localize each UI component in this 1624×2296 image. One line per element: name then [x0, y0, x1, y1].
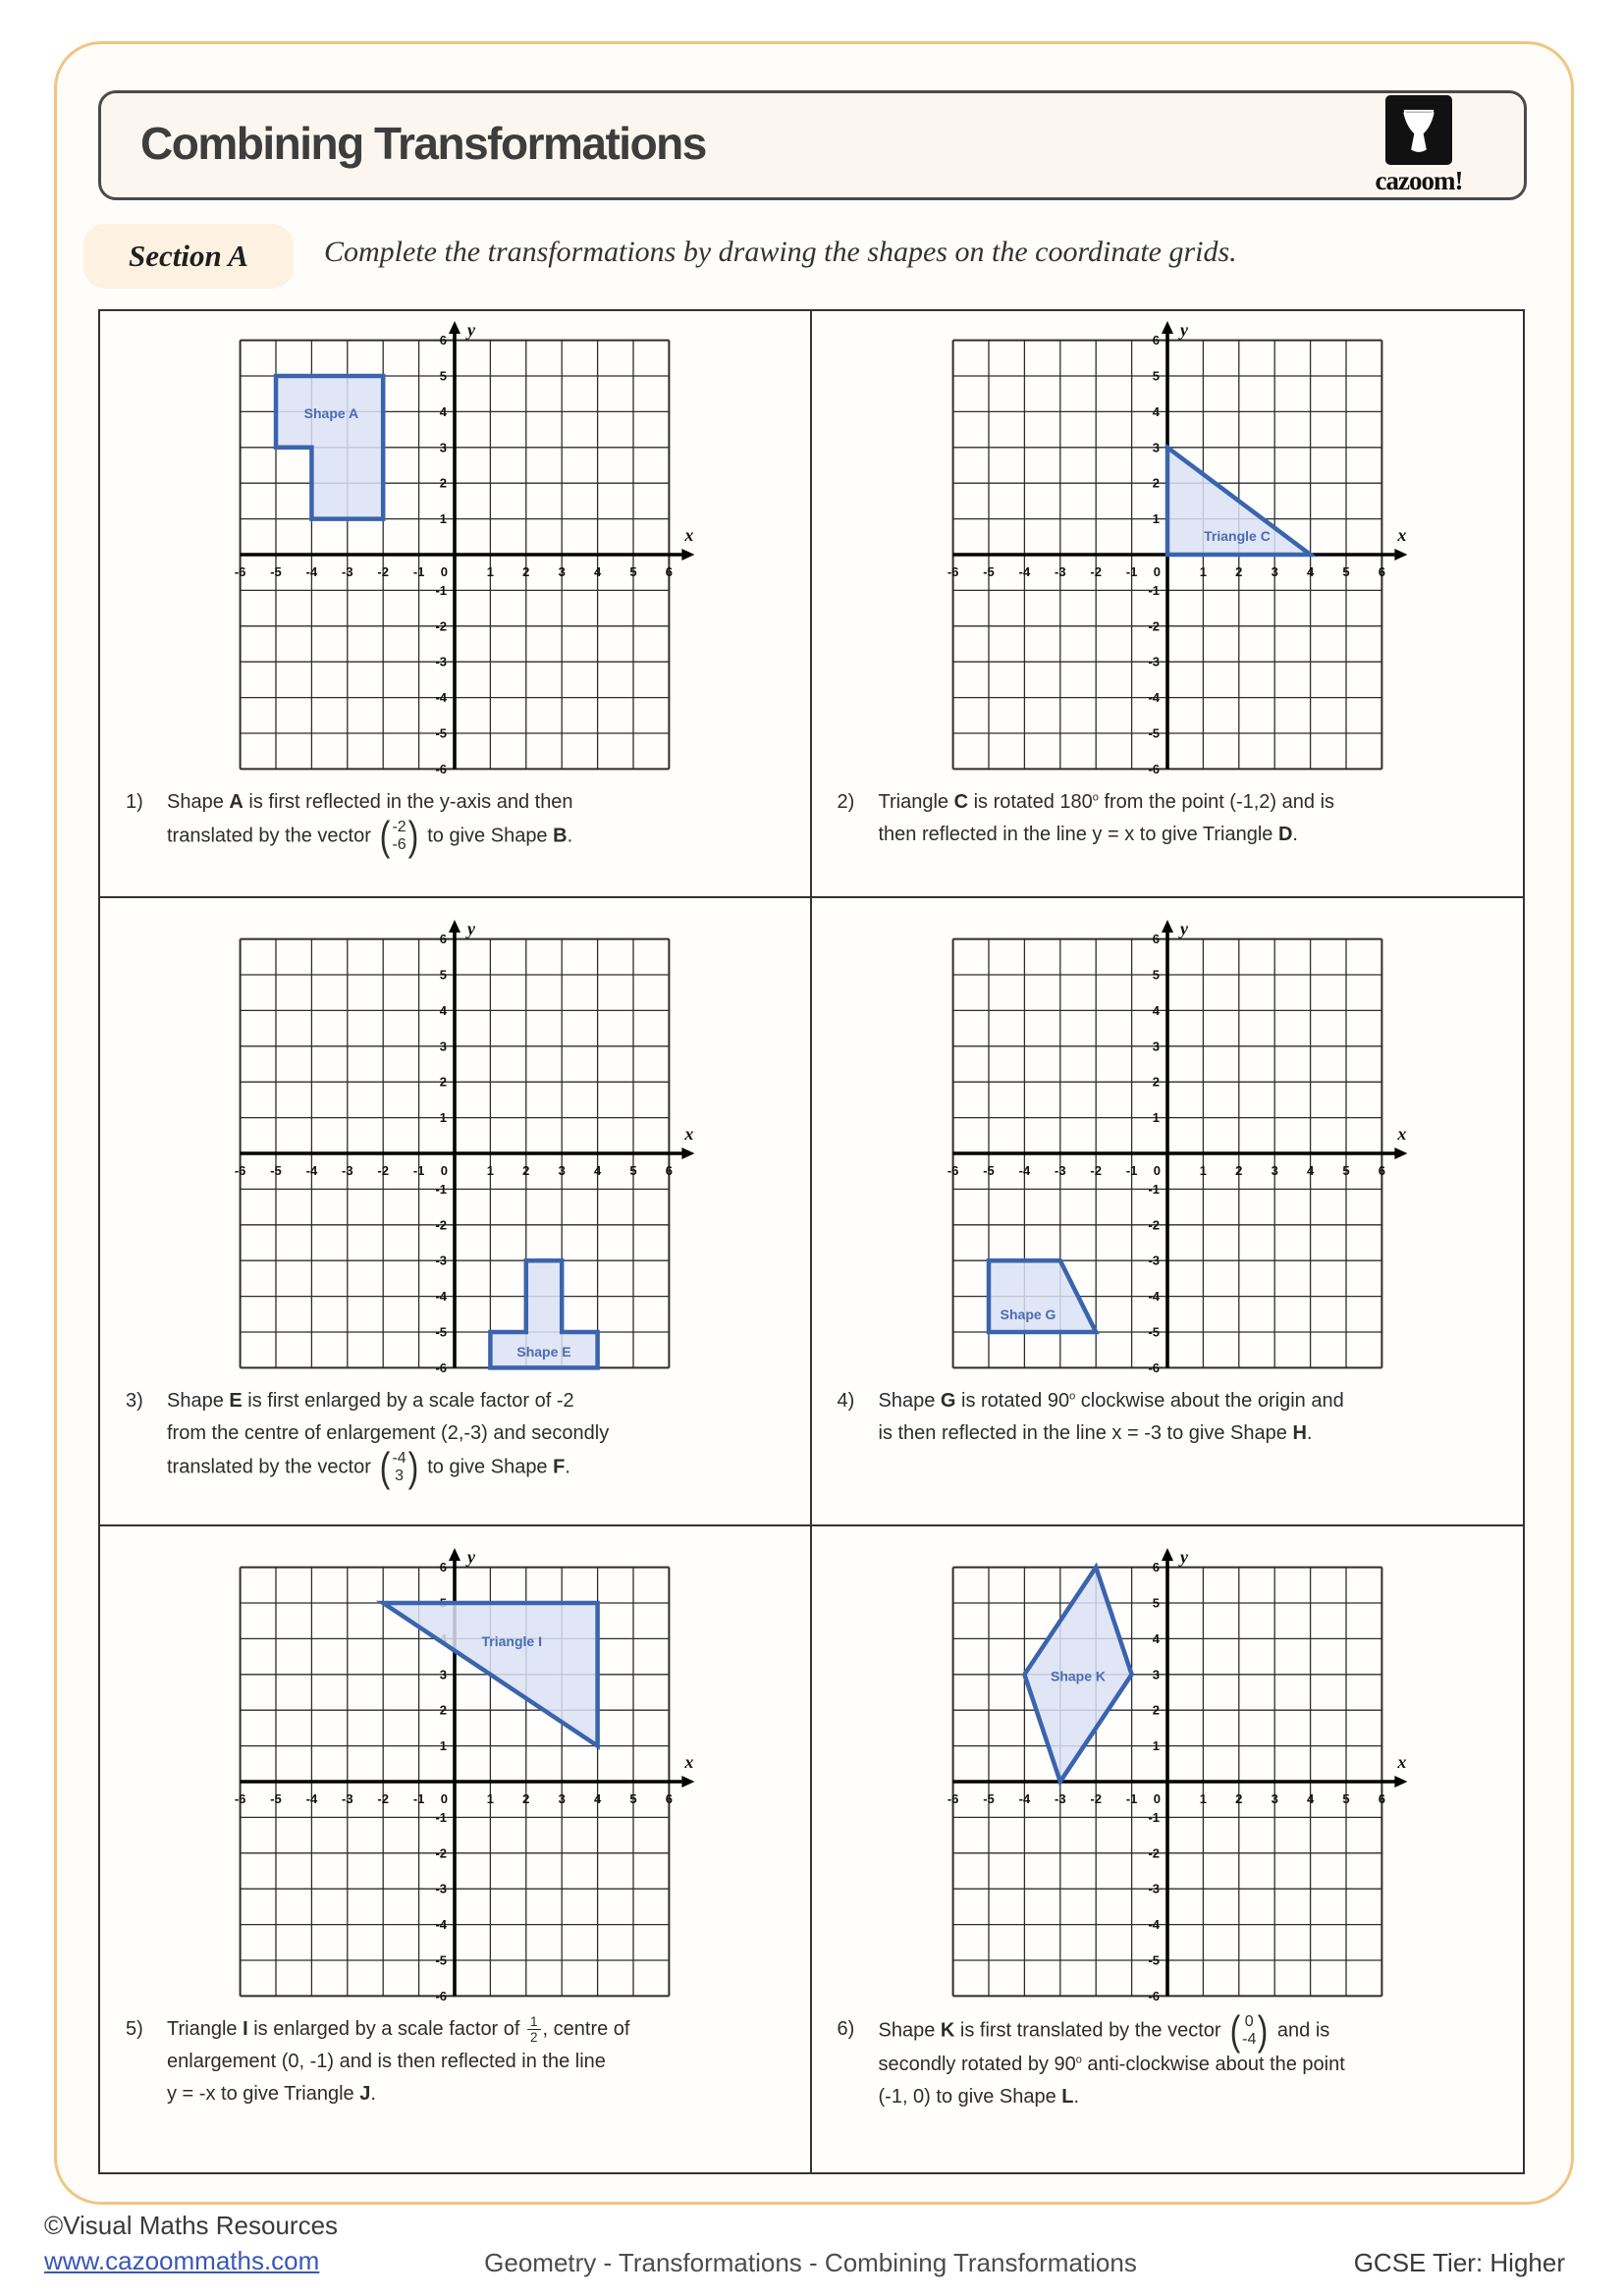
- svg-text:1: 1: [1199, 1791, 1207, 1806]
- svg-text:0: 0: [1153, 1163, 1161, 1178]
- svg-text:1: 1: [440, 511, 448, 527]
- svg-text:-2: -2: [377, 564, 390, 579]
- svg-text:Shape G: Shape G: [1000, 1306, 1056, 1322]
- svg-text:3: 3: [558, 1791, 567, 1806]
- svg-text:0: 0: [1153, 564, 1161, 579]
- svg-text:-3: -3: [435, 1253, 448, 1268]
- svg-text:-2: -2: [1148, 1217, 1160, 1233]
- question-number: 6): [837, 2018, 855, 2040]
- section-label-chip: [83, 224, 294, 289]
- svg-text:-5: -5: [982, 1163, 995, 1178]
- svg-text:3: 3: [1152, 1667, 1160, 1682]
- coordinate-grid-5: [100, 1546, 810, 2007]
- svg-text:-5: -5: [1148, 725, 1160, 741]
- svg-text:-4: -4: [1018, 1163, 1030, 1178]
- svg-text:-1: -1: [1125, 1163, 1138, 1178]
- footer-tier: GCSE Tier: Higher: [1353, 2248, 1565, 2277]
- svg-text:5: 5: [440, 967, 448, 983]
- coordinate-grid-6: [812, 1546, 1524, 2007]
- svg-text:4: 4: [1306, 1791, 1314, 1806]
- svg-text:4: 4: [1306, 564, 1314, 579]
- svg-text:y: y: [1179, 919, 1188, 938]
- svg-text:1: 1: [1199, 1163, 1207, 1178]
- svg-text:-6: -6: [947, 564, 959, 579]
- svg-text:-4: -4: [305, 564, 318, 579]
- svg-text:2: 2: [440, 1074, 448, 1090]
- coordinate-grid-4: [812, 918, 1524, 1379]
- problem-cell: [100, 1526, 812, 2172]
- svg-text:1: 1: [1199, 564, 1207, 579]
- svg-text:-2: -2: [377, 1163, 390, 1178]
- svg-text:0: 0: [1153, 1791, 1161, 1806]
- section-label: Section A: [128, 239, 248, 273]
- question-text: Triangle C is rotated 180$^o$ from the point (-1,2) and is then reflected in the line y = x to give Triangle D.: [878, 791, 1335, 845]
- svg-text:-6: -6: [235, 1791, 246, 1806]
- svg-text:-3: -3: [1054, 1163, 1066, 1178]
- svg-text:0: 0: [441, 1791, 449, 1806]
- svg-text:-6: -6: [1148, 1360, 1160, 1375]
- svg-text:-5: -5: [435, 1324, 448, 1340]
- svg-text:2: 2: [1234, 1791, 1243, 1806]
- svg-text:x: x: [684, 1124, 694, 1144]
- svg-text:-1: -1: [1125, 1791, 1138, 1806]
- svg-text:3: 3: [1152, 1039, 1160, 1054]
- svg-text:-1: -1: [435, 1181, 448, 1197]
- question-number: 2): [837, 791, 855, 813]
- svg-text:4: 4: [594, 564, 602, 579]
- svg-text:-2: -2: [1148, 1845, 1160, 1861]
- svg-text:-1: -1: [1125, 564, 1138, 579]
- svg-text:2: 2: [522, 1791, 530, 1806]
- svg-text:-2: -2: [1090, 1163, 1102, 1178]
- question-number: 1): [126, 791, 143, 813]
- svg-text:6: 6: [666, 564, 674, 579]
- coordinate-grid-1: [100, 319, 810, 780]
- svg-text:2: 2: [522, 564, 530, 579]
- svg-text:-6: -6: [947, 1163, 959, 1178]
- problem-cell: [812, 898, 1524, 1526]
- svg-text:-1: -1: [413, 1791, 425, 1806]
- svg-text:-2: -2: [435, 618, 448, 634]
- svg-text:1: 1: [440, 1110, 448, 1126]
- cazoom-logo: [1365, 93, 1473, 196]
- svg-text:2: 2: [1234, 1163, 1243, 1178]
- svg-text:-3: -3: [435, 654, 448, 669]
- svg-text:-5: -5: [270, 564, 283, 579]
- svg-text:-6: -6: [947, 1791, 959, 1806]
- svg-text:4: 4: [1306, 1163, 1314, 1178]
- svg-text:5: 5: [1342, 1163, 1350, 1178]
- svg-text:3: 3: [1271, 1163, 1278, 1178]
- svg-text:3: 3: [440, 440, 448, 455]
- question-number: 5): [126, 2018, 143, 2040]
- svg-text:6: 6: [1152, 1560, 1160, 1575]
- svg-text:-3: -3: [1148, 654, 1160, 669]
- svg-text:5: 5: [629, 1791, 637, 1806]
- svg-text:Shape A: Shape A: [303, 405, 359, 422]
- svg-text:-1: -1: [1148, 582, 1160, 598]
- svg-text:-6: -6: [435, 1988, 448, 2003]
- svg-text:-6: -6: [1148, 761, 1160, 776]
- svg-text:4: 4: [440, 403, 448, 419]
- svg-text:-5: -5: [1148, 1324, 1160, 1340]
- problem-cell: [812, 1526, 1524, 2172]
- svg-text:-4: -4: [1148, 690, 1160, 706]
- svg-text:1: 1: [487, 1163, 495, 1178]
- logo-wordmark: cazoom!: [1375, 166, 1463, 195]
- svg-text:-3: -3: [342, 1791, 353, 1806]
- question-text: Triangle I is enlarged by a scale factor of $\frac{1}{2}$ , centre of enlargement (0, -1) and is then reflected in the line y = -x to give Triangle J.: [167, 2013, 630, 2105]
- svg-text:-2: -2: [1090, 564, 1102, 579]
- title-box: [98, 90, 1527, 200]
- svg-text:2: 2: [440, 1702, 448, 1718]
- svg-text:4: 4: [594, 1791, 602, 1806]
- svg-text:y: y: [1179, 1547, 1188, 1567]
- svg-text:x: x: [1397, 1752, 1407, 1772]
- svg-text:6: 6: [440, 333, 448, 348]
- svg-text:-6: -6: [435, 761, 448, 776]
- svg-text:6: 6: [1152, 932, 1160, 947]
- svg-text:-3: -3: [342, 564, 353, 579]
- svg-text:-5: -5: [982, 564, 995, 579]
- svg-text:4: 4: [1152, 1630, 1160, 1646]
- svg-text:6: 6: [1152, 333, 1160, 348]
- question-2: [812, 780, 1524, 851]
- svg-text:y: y: [467, 1547, 476, 1567]
- footer-url-link[interactable]: www.cazoommaths.com: [44, 2246, 320, 2275]
- svg-text:-3: -3: [435, 1881, 448, 1896]
- svg-text:y: y: [467, 919, 476, 938]
- svg-text:-6: -6: [235, 1163, 246, 1178]
- question-text: Shape K is first translated by the vector ( 0 -4 ) and is secondly rotated by 90$^o$ anti-clockwise about the point (-1, 0) to give Shape L.: [878, 2007, 1345, 2108]
- svg-text:-3: -3: [1054, 1791, 1066, 1806]
- svg-text:-1: -1: [413, 1163, 425, 1178]
- svg-text:4: 4: [1152, 1002, 1160, 1018]
- svg-text:-5: -5: [982, 1791, 995, 1806]
- svg-text:1: 1: [440, 1738, 448, 1754]
- page-title: Combining Transformations: [140, 118, 706, 169]
- svg-text:3: 3: [1152, 440, 1160, 455]
- drum-icon: [1385, 95, 1452, 165]
- coordinate-grid-3: [100, 918, 810, 1379]
- svg-text:2: 2: [522, 1163, 530, 1178]
- svg-text:3: 3: [440, 1667, 448, 1682]
- svg-text:-3: -3: [1148, 1253, 1160, 1268]
- svg-text:-6: -6: [235, 564, 246, 579]
- svg-text:2: 2: [1152, 1702, 1160, 1718]
- svg-text:-4: -4: [435, 1917, 448, 1933]
- svg-text:4: 4: [440, 1002, 448, 1018]
- footer-breadcrumb: Geometry - Transformations - Combining Transformations: [484, 2248, 1137, 2277]
- svg-text:2: 2: [1152, 475, 1160, 491]
- svg-text:-1: -1: [435, 1809, 448, 1825]
- svg-text:4: 4: [1152, 403, 1160, 419]
- question-3: [100, 1379, 810, 1490]
- svg-text:1: 1: [1152, 1110, 1160, 1126]
- svg-text:-4: -4: [305, 1163, 318, 1178]
- problems-table: [98, 309, 1525, 2174]
- svg-text:1: 1: [487, 564, 495, 579]
- svg-text:5: 5: [1342, 564, 1350, 579]
- svg-text:4: 4: [594, 1163, 602, 1178]
- svg-text:-4: -4: [1148, 1917, 1160, 1933]
- svg-text:5: 5: [629, 1163, 637, 1178]
- svg-text:Triangle C: Triangle C: [1203, 528, 1271, 545]
- svg-text:6: 6: [666, 1163, 674, 1178]
- svg-text:-6: -6: [435, 1360, 448, 1375]
- svg-text:-3: -3: [1054, 564, 1066, 579]
- svg-text:-5: -5: [1148, 1952, 1160, 1968]
- svg-text:Shape K: Shape K: [1050, 1668, 1106, 1684]
- svg-text:-1: -1: [435, 582, 448, 598]
- svg-text:5: 5: [1152, 1595, 1160, 1611]
- svg-text:6: 6: [440, 932, 448, 947]
- svg-text:x: x: [684, 525, 694, 545]
- problem-cell: [100, 311, 812, 898]
- question-1: [100, 780, 810, 859]
- svg-text:3: 3: [440, 1039, 448, 1054]
- question-text: Shape A is first reflected in the y-axis and then translated by the vector ( -2 -6 ) to give Shape B.: [167, 791, 573, 859]
- svg-text:3: 3: [558, 564, 567, 579]
- svg-text:5: 5: [1152, 967, 1160, 983]
- question-text: Shape G is rotated 90$^o$ clockwise about the origin and is then reflected in the line x = -3 to give Shape H.: [878, 1390, 1344, 1444]
- svg-text:-6: -6: [1148, 1988, 1160, 2003]
- svg-text:-5: -5: [435, 1952, 448, 1968]
- svg-text:-5: -5: [270, 1163, 283, 1178]
- svg-text:-2: -2: [1090, 1791, 1102, 1806]
- svg-text:-5: -5: [435, 725, 448, 741]
- svg-text:2: 2: [1234, 564, 1243, 579]
- question-text: Shape E is first enlarged by a scale factor of -2 from the centre of enlargement (2,-3) and secondly translated by the vector ( -4 3 ) to give Shape F.: [167, 1390, 610, 1490]
- svg-text:-4: -4: [1148, 1289, 1160, 1305]
- svg-text:5: 5: [629, 564, 637, 579]
- svg-text:6: 6: [1378, 1791, 1385, 1806]
- svg-text:-1: -1: [1148, 1181, 1160, 1197]
- question-5: [100, 2007, 810, 2110]
- svg-text:-4: -4: [435, 690, 448, 706]
- svg-text:x: x: [1397, 525, 1407, 545]
- svg-text:0: 0: [441, 1163, 449, 1178]
- svg-text:-3: -3: [342, 1163, 353, 1178]
- question-4: [812, 1379, 1524, 1450]
- question-number: 4): [837, 1390, 855, 1412]
- section-instruction: Complete the transformations by drawing the shapes on the coordinate grids.: [324, 236, 1237, 268]
- coordinate-grid-2: [812, 319, 1524, 780]
- svg-text:6: 6: [666, 1791, 674, 1806]
- svg-text:-5: -5: [270, 1791, 283, 1806]
- svg-text:-4: -4: [1018, 564, 1030, 579]
- svg-text:5: 5: [1342, 1791, 1350, 1806]
- svg-text:-3: -3: [1148, 1881, 1160, 1896]
- svg-text:-2: -2: [435, 1845, 448, 1861]
- svg-text:Shape E: Shape E: [516, 1344, 571, 1361]
- svg-text:-1: -1: [413, 564, 425, 579]
- svg-text:6: 6: [1378, 1163, 1385, 1178]
- svg-text:0: 0: [441, 564, 449, 579]
- problem-cell: [100, 898, 812, 1526]
- svg-text:x: x: [1397, 1124, 1407, 1144]
- footer-copyright: ©Visual Maths Resources: [44, 2211, 339, 2240]
- svg-text:-4: -4: [1018, 1791, 1030, 1806]
- svg-text:3: 3: [1271, 564, 1278, 579]
- svg-text:2: 2: [1152, 1074, 1160, 1090]
- question-6: [812, 2007, 1524, 2113]
- svg-text:3: 3: [558, 1163, 567, 1178]
- svg-text:-1: -1: [1148, 1809, 1160, 1825]
- svg-text:6: 6: [1378, 564, 1385, 579]
- svg-text:-2: -2: [1148, 618, 1160, 634]
- svg-text:y: y: [1179, 320, 1188, 340]
- svg-text:1: 1: [487, 1791, 495, 1806]
- svg-text:-4: -4: [305, 1791, 318, 1806]
- svg-text:y: y: [467, 320, 476, 340]
- svg-text:1: 1: [1152, 511, 1160, 527]
- svg-text:6: 6: [440, 1560, 448, 1575]
- svg-text:x: x: [684, 1752, 694, 1772]
- svg-text:5: 5: [1152, 368, 1160, 384]
- question-number: 3): [126, 1390, 143, 1412]
- svg-text:1: 1: [1152, 1738, 1160, 1754]
- problem-cell: [812, 311, 1524, 898]
- svg-text:-2: -2: [435, 1217, 448, 1233]
- svg-text:5: 5: [440, 368, 448, 384]
- svg-text:2: 2: [440, 475, 448, 491]
- svg-text:3: 3: [1271, 1791, 1278, 1806]
- svg-text:-4: -4: [435, 1289, 448, 1305]
- svg-text:Triangle I: Triangle I: [481, 1632, 543, 1649]
- svg-text:-2: -2: [377, 1791, 390, 1806]
